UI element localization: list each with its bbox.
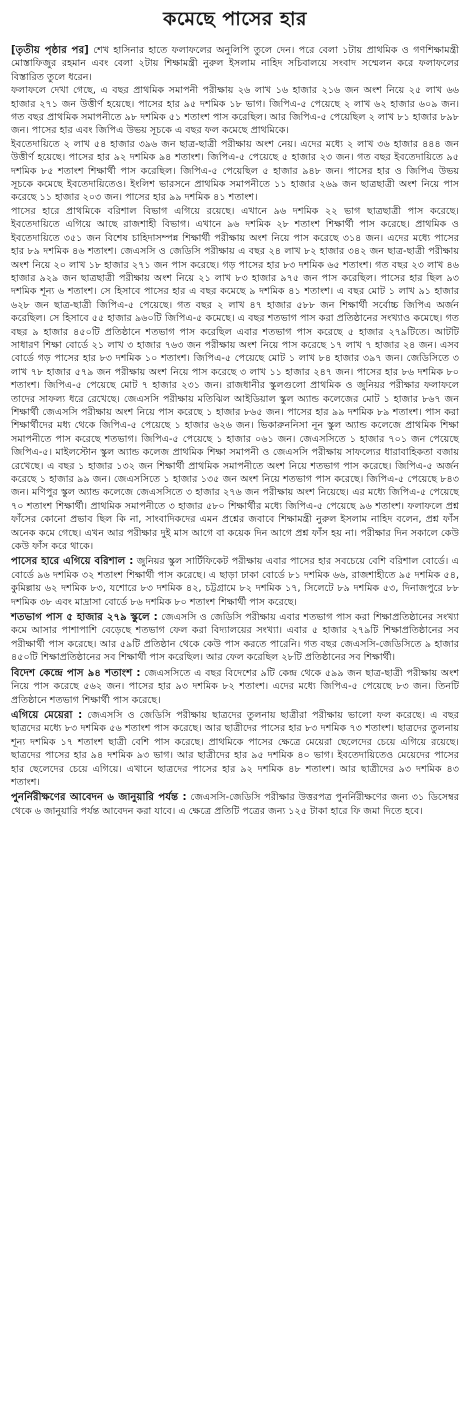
article-body — [11, 44, 459, 818]
article-headline: কমেছে পাসের হার — [163, 8, 307, 30]
section-girls-ahead — [11, 709, 459, 789]
body-paragraph-2: ইবতেদায়িতে ২ লাখ ৫৪ হাজার ৩৯৬ জন ছাত্র-ছাত্রী পরীক্ষায় অংশ নেয়। এদের মধ্যে ২ লাখ ৩৬ হাজার ৪৪৪ জন উত্তীর্ণ হয়েছে। পাসের হার ৯২ দশমিক ৯৪ শতাংশ। জিপিএ-৫ পেয়েছে ৫ হাজার ২৩ জন। গত বছর ইবতেদায়িতে ৯৫ দশমিক ৮৫ শতাংশ শিক্ষার্থী পাস করেছিল। জিপিএ-৫ পেয়েছিল ৫ হাজার ৯৪৮ জন। পাসের হার ও জিপিএ উভয় সূচকে কমেছে ইবতেদায়িতেও। ইংলিশ ভারসনে প্রাথমিক সমাপনীতে ১১ হাজার ২৬৯ জন ছাত্রছাত্রী অংশ নিয়ে পাস করেছে ১১ হাজার ২০৩ জন। পাসের হার ৯৯ দশমিক ৪১ শতাংশ। — [11, 138, 459, 204]
section-text: জেএসসিতে এ বছর বিদেশের ৯টি কেন্দ্র থেকে ৫৯৯ জন ছাত্র-ছাত্রী পরীক্ষায় অংশ নিয়ে পাস করেছে ৫৬২ জন। পাসের হার ৯৩ দশমিক ৮২ শতাংশ। এদের মধ্যে জিপিএ-৫ পেয়েছে ৮৩ জন। তিনটি প্রতিষ্ঠানে শতভাগ শিক্ষার্থী পাস করেছে। — [11, 667, 459, 706]
section-heading: শতভাগ পাস ৫ হাজার ২৭৯ স্কুলে : — [11, 612, 158, 624]
section-heading: বিদেশ কেন্দ্রে পাস ৯৪ শতাংশ : — [11, 667, 141, 679]
section-barishal-leads — [11, 555, 459, 609]
section-rescrutiny-deadline — [11, 791, 459, 818]
body-paragraph-1: ফলাফলে দেখা গেছে, এ বছর প্রাথমিক সমাপনী পরীক্ষায় ২৬ লাখ ১৬ হাজার ২১৬ জন অংশ নিয়ে ২৫ লাখ ৬৬ হাজার ২৭১ জন উত্তীর্ণ হয়েছে। পাসের হার ৯৫ দশমিক ১৮ ভাগ। জিপিএ-৫ পেয়েছে ২ লাখ ৬২ হাজার ৬০৯ জন। গত বছর প্রাথমিক সমাপনীতে ৯৮ দশমিক ৫১ শতাংশ পাস করেছিল। আর জিপিএ-৫ পেয়েছিল ২ লাখ ৮১ হাজার ৮৯৮ জন। পাসের হার এবং জিপিএ উভয় সূচকে এ বছর ফল কমেছে প্রাথমিকে। — [11, 85, 459, 137]
section-text: জুনিয়র স্কুল সার্টিফিকেট পরীক্ষায় এবার পাসের হার সবচেয়ে বেশি বরিশাল বোর্ডে। এ বোর্ডে ৯৬ দশমিক ৩২ শতাংশ শিক্ষার্থী পাস করেছে। এ ছাড়া ঢাকা বোর্ডে ৮১ দশমিক ৬৬, রাজশাহীতে ৯৫ দশমিক ৫৪, কুমিল্লায় ৬২ দশমিক ৮৩, যশোরে ৮৩ দশমিক ৪২, চট্টগ্রামে ৮২ দশমিক ১৭, সিলেটে ৮৯ দশমিক ৫৩, দিনাজপুরে ৮৮ দশমিক ৩৮ এবং মাদ্রাসা বোর্ডে ৮৬ দশমিক ৮০ শতাংশ শিক্ষার্থী পাস করেছে। — [11, 556, 459, 608]
section-overseas-centres — [11, 667, 459, 707]
section-heading: পুনর্নিরীক্ষণের আবেদন ৬ জানুয়ারি পর্যন্ত : — [11, 792, 187, 804]
section-text: জেএসসি ও জেডিসি পরীক্ষায় এবার শতভাগ পাস করা শিক্ষাপ্রতিষ্ঠানের সংখ্যা কমে আসার পাশাপাশি বেড়েছে শতভাগ ফেল করা বিদ্যালয়ের সংখ্যা। এবার ৫ হাজার ২৭৯টি শিক্ষাপ্রতিষ্ঠানের সব পরীক্ষার্থী পাস করেছে। আর ৫৯টি প্রতিষ্ঠান থেকে কেউ পাস করতে পারেনি। গত বছর জেএসসি-জেডিসিতে ৯ হাজার ৪৫০টি শিক্ষাপ্রতিষ্ঠানের সব শিক্ষার্থী পাস করেছিল। আর ফেল করেছিল ২৮টি প্রতিষ্ঠানের সব শিক্ষার্থী। — [11, 612, 459, 664]
section-text: জেএসসি ও জেডিসি পরীক্ষায় ছাত্রদের তুলনায় ছাত্রীরা পরীক্ষায় ভালো ফল করেছে। এ বছর ছাত্রদের মধ্যে ৮৩ দশমিক ৫৬ শতাংশ পাস করেছে। আর ছাত্রীদের পাসের হার ৮৩ দশমিক ৭৩ শতাংশ। ছাত্রদের তুলনায় শূন্য দশমিক ১৭ শতাংশ ছাত্রী বেশি পাস করেছে। প্রাথমিকে পাসের ক্ষেত্রে মেয়েরা ছেলেদের চেয়ে এগিয়ে রয়েছে। ছাত্রদের পাসের হার ৯৪ দশমিক ৯৩ ভাগ। আর ছাত্রীদের হার ৯৫ দশমিক ৪০ ভাগ। ইবতেদায়িতেও মেয়েদের পাসের হার ছেলেদের চেয়ে এগিয়ে। এখানে ছাত্রদের পাসের হার ৯২ দশমিক ৪৮ শতাংশ। আর ছাত্রীদের ৯৩ দশমিক ৪৩ শতাংশ। — [11, 709, 459, 788]
body-paragraph-3: পাসের হারে প্রাথমিকে বরিশাল বিভাগ এগিয়ে রয়েছে। এখানে ৯৬ দশমিক ২২ ভাগ ছাত্রছাত্রী পাস করেছে। ইবতেদায়িতে এগিয়ে আছে রাজশাহী বিভাগ। এখানে ৯৬ দশমিক ২৮ শতাংশ শিক্ষার্থী পাস করেছে। প্রাথমিক ও ইবতেদায়িতে ৩৫১ জন বিশেষ চাহিদাসম্পন্ন শিক্ষার্থী পরীক্ষায় অংশ নিয়ে পাস করেছে ৩১৪ জন। এদের মধ্যে পাসের হার ৮৯ দশমিক ৪৬ শতাংশ। জেএসসি ও জেডিসি পরীক্ষায় এ বছর ২৪ লাখ ৮২ হাজার ৩৪২ জন ছাত্র-ছাত্রী পরীক্ষায় অংশ নিয়ে ২০ লাখ ১৮ হাজার ২৭১ জন পাস করেছে। গড় পাসের হার ৮৩ দশমিক ৬৫ শতাংশ। গত বছর ২৩ লাখ ৪৬ হাজার ৯২৯ জন ছাত্রছাত্রী পরীক্ষায় অংশ নিয়ে ২১ লাখ ৮৩ হাজার ৯৭৫ জন পাস করেছিল। পাসের হার ছিল ৯৩ দশমিক শূন্য ৬ শতাংশ। সে হিসাবে পাসের হার এ বছর কমেছে ৯ দশমিক ৪১ শতাংশ। এ বছর মোট ১ লাখ ৯১ হাজার ৬২৮ জন ছাত্র-ছাত্রী জিপিএ-৫ পেয়েছে। গত বছর ২ লাখ ৪৭ হাজার ৫৮৮ জন শিক্ষার্থী সর্বোচ্চ জিপিএ অর্জন করেছিল। সে হিসাবে ৫৫ হাজার ৯৬০টি জিপিএ-৫ কমেছে। এ বছর শতভাগ পাস করা প্রতিষ্ঠানের সংখ্যাও কমেছে। গত বছর ৯ হাজার ৪৫০টি প্রতিষ্ঠানে শতভাগ পাস করেছিল এবার শতভাগ পাস করেছে ৫ হাজার ২৭৯টিতে। আটটি সাধারণ শিক্ষা বোর্ডে ২১ লাখ ৩ হাজার ৭৬৩ জন পরীক্ষায় অংশ নিয়ে পাস করেছে ১৭ লাখ ৭ হাজার ২৪ জন। এসব বোর্ডে গড় পাসের হার ৮৩ দশমিক ১০ শতাংশ। জিপিএ-৫ পেয়েছে মোট ১ লাখ ৮৪ হাজার ৩৯৭ জন। জেডিসিতে ৩ লাখ ৭৮ হাজার ৫৭৯ জন পরীক্ষায় অংশ নিয়ে পাস করেছে ৩ লাখ ১১ হাজার ২৪৭ জন। পাসের হার ৮৬ দশমিক ৮০ শতাংশ। জিপিএ-৫ পেয়েছে মোট ৭ হাজার ২৩১ জন। রাজধানীর স্কুলগুলো প্রাথমিক ও জুনিয়র পরীক্ষার ফলাফলে তাদের সাফল্য ধরে রেখেছে। জেএসসি পরীক্ষায় মতিঝিল আইডিয়াল স্কুল অ্যান্ড কলেজের মোট ১ হাজার ৮৬৭ জন শিক্ষার্থী জেএসসি পরীক্ষায় অংশ নিয়ে পাস করেছে ১ হাজার ৮৬৫ জন। পাসের হার ৯৯ দশমিক ৮৯ শতাংশ। পাস করা শিক্ষার্থীদের মধ্য থেকে জিপিএ-৫ পেয়েছে ১ হাজার ৬২৬ জন। ভিকারুননিসা নূন স্কুল অ্যান্ড কলেজে প্রাথমিক শিক্ষা সমাপনীতে পাস করেছে শতভাগ। জিপিএ-৫ পেয়েছে ১ হাজার ০৬১ জন। জেএসসিতে ১ হাজার ৭০১ জন পেয়েছে জিপিএ-৫। মাইলস্টোন স্কুল অ্যান্ড কলেজ প্রাথমিক শিক্ষা সমাপনী ও জেএসসি পরীক্ষায় সাফল্যের ধারাবাহিকতা বজায় রেখেছে। এ বছর ১ হাজার ১৩২ জন শিক্ষার্থী প্রাথমিক সমাপনীতে অংশ নিয়ে শতভাগ পাস করেছে। জিপিএ-৫ অর্জন করেছে ১ হাজার ৯৯ জন। জেএসসিতে ১ হাজার ১৩৫ জন অংশ নিয়ে শতভাগ পাস করেছে। জিপিএ-৫ পেয়েছে ৮৪৩ জন। মণিপুর স্কুল অ্যান্ড কলেজে জেএসসিতে ৩ হাজার ২৭৬ জন পরীক্ষায় অংশ নিয়েছে। এর মধ্যে জিপিএ-৫ পেয়েছে ৭০ শতাংশ শিক্ষার্থী। প্রাথমিক সমাপনীতে ৩ হাজার ৫৮০ শিক্ষার্থীর মধ্যে জিপিএ-৫ পেয়েছে ৯৬ শতাংশ। ফলাফলে প্রশ্ন ফাঁসের কোনো প্রভাব ছিল কি না, সাংবাদিকদের এমন প্রশ্নের জবাবে শিক্ষামন্ত্রী নুরুল ইসলাম নাহিদ বলেন, প্রশ্ন ফাঁস অনেক কমে গেছে। এখন আর পরীক্ষার দুই মাস আগে বা কয়েক দিন আগে প্রশ্ন ফাঁস হয় না। পরীক্ষার দিন সকালে কেউ কেউ ফাঁস করে থাকে। — [11, 205, 459, 553]
section-heading: এগিয়ে মেয়েরা : — [11, 709, 83, 721]
intro-text: শেখ হাসিনার হাতে ফলাফলের অনুলিপি তুলে দেন। পরে বেলা ১টায় প্রাথমিক ও গণশিক্ষামন্ত্রী মোস্তাফিজুর রহমান এবং বেলা ২টায় শিক্ষামন্ত্রী নুরুল ইসলাম নাহিদ সচিবালয়ে সংবাদ সম্মেলন করে ফলাফলের বিস্তারিত তুলে ধরেন। — [11, 45, 459, 83]
section-full-pass-schools — [11, 611, 459, 665]
continuation-tag: [তৃতীয় পৃষ্ঠার পর] — [11, 45, 89, 56]
intro-paragraph — [11, 44, 459, 84]
section-heading: পাসের হারে এগিয়ে বরিশাল : — [11, 556, 134, 568]
section-text: জেএসসি-জেডিসি পরীক্ষার উত্তরপত্র পুনর্নিরীক্ষণের জন্য ৩১ ডিসেম্বর থেকে ৬ জানুয়ারি পর্যন্ত আবেদন করা যাবে। এ ক্ষেত্রে প্রতিটি পত্রের জন্য ১২৫ টাকা হারে ফি জমা দিতে হবে। — [11, 792, 460, 817]
